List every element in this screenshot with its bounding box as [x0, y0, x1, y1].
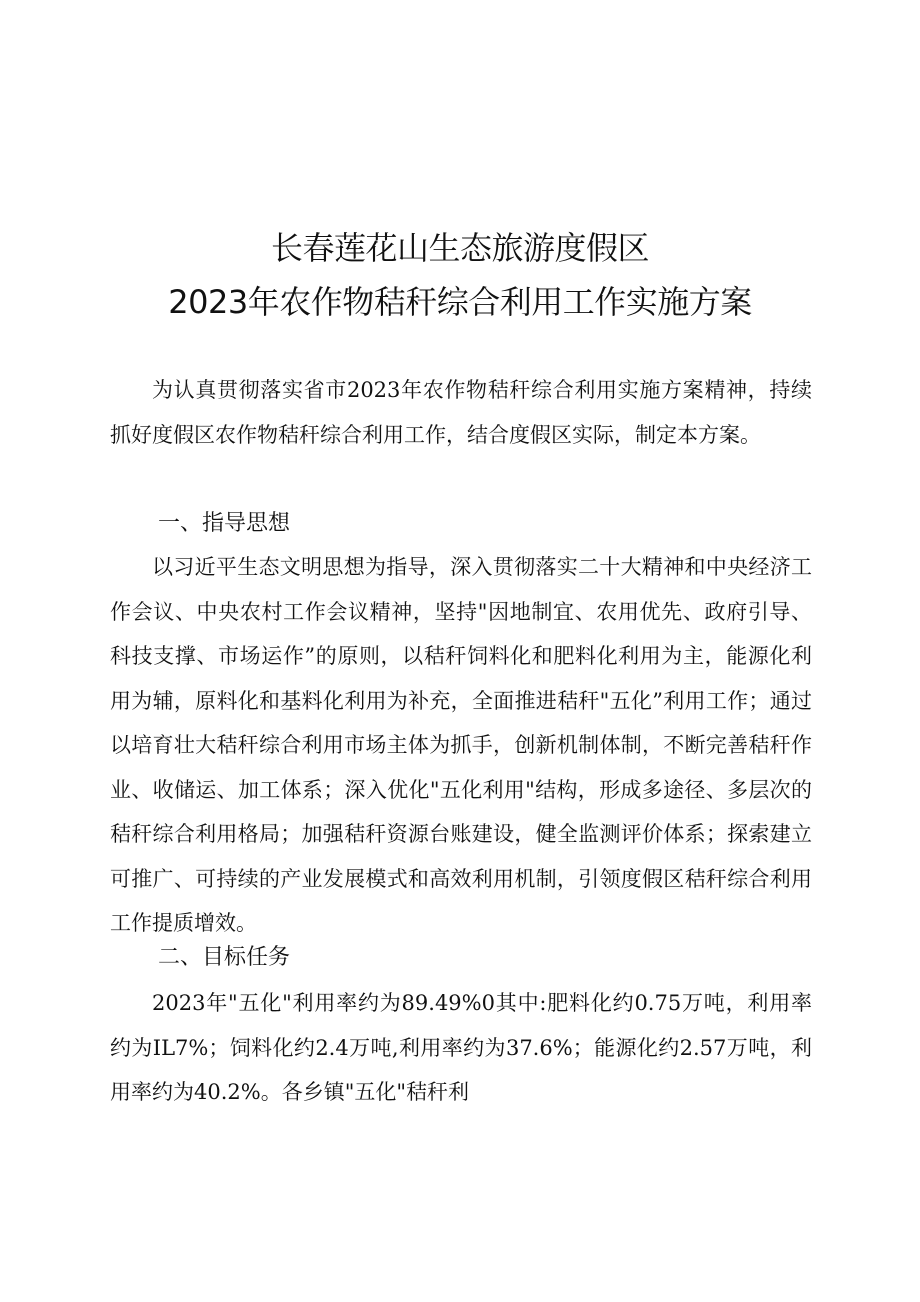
guiding-ideology-paragraph: [110, 545, 812, 946]
intro-text: 为认真贯彻落实省市2023年农作物秸秆综合利用实施方案精神，持续抓好度假区农作物秸秆综合利用工作，结合度假区实际，制定本方案。: [110, 378, 812, 447]
document-title-line-2: 2023年农作物秸秆综合利用工作实施方案: [168, 283, 752, 321]
section-heading-targets: 二、目标任务: [158, 945, 291, 970]
targets-text: 2023年"五化"利用率约为89.49%0其中:肥料化约0.75万吨，利用率约为IL7%；饲料化约2.4万吨,利用率约为37.6%；能源化约2.57万吨，利用率约为40.2%。各乡镇"五化"秸秆利: [110, 991, 812, 1104]
section-heading-guiding-ideology: 一、指导思想: [158, 511, 291, 536]
targets-paragraph: [110, 981, 812, 1115]
intro-paragraph: [110, 368, 812, 457]
guiding-ideology-text: 以习近平生态文明思想为指导，深入贯彻落实二十大精神和中央经济工作会议、中央农村工作会议精神，坚持"因地制宜、农用优先、政府引导、科技支撑、市场运作”的原则，以秸秆饲料化和肥料化利用为主，能源化利用为辅，原料化和基料化利用为补充，全面推进秸秆"五化”利用工作；通过以培育壮大秸秆综合利用市场主体为抓手，创新机制体制，不断完善秸秆作业、收储运、加工体系；深入优化"五化利用"结构，形成多途径、多层次的秸秆综合利用格局；加强秸秆资源台账建设，健全监测评价体系；探索建立可推广、可持续的产业发展模式和高效利用机制，引领度假区秸秆综合利用工作提质增效。: [110, 555, 812, 935]
document-title-line-1: 长春莲花山生态旅游度假区: [270, 229, 649, 267]
